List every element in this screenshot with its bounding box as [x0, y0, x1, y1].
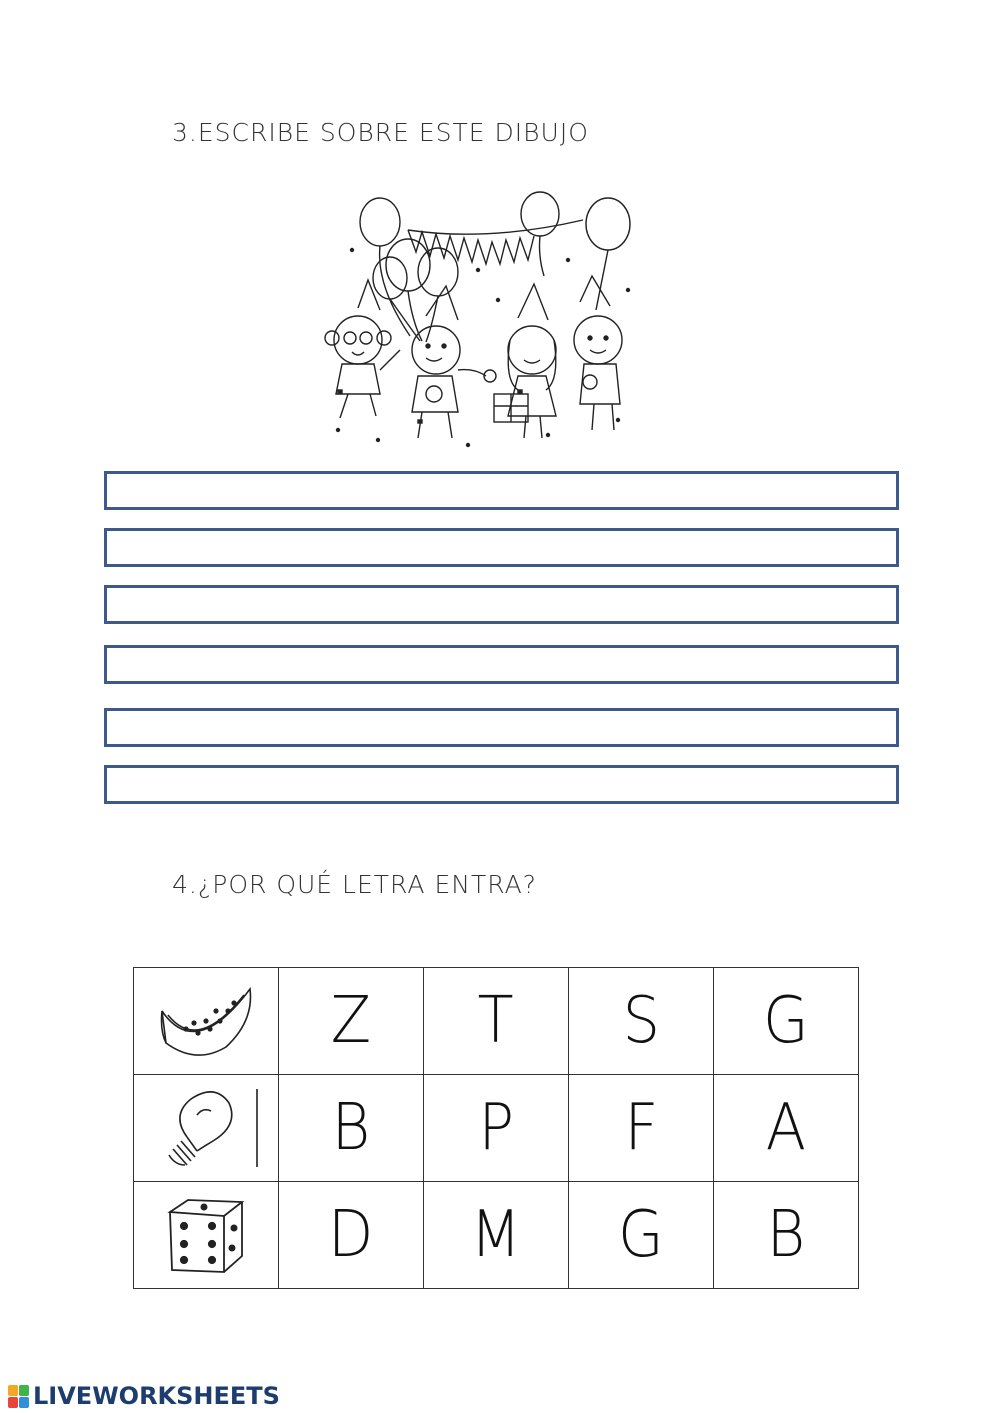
letter: B: [331, 1091, 371, 1165]
table-row: [134, 968, 859, 1075]
picture-cell: [134, 1182, 279, 1289]
answer-line-6[interactable]: [104, 765, 899, 804]
letter-cell[interactable]: [279, 968, 424, 1075]
picture-cell: [134, 968, 279, 1075]
letter: M: [470, 1198, 522, 1272]
letter: B: [766, 1198, 806, 1272]
letter-cell[interactable]: [424, 968, 569, 1075]
letter-cell[interactable]: [569, 968, 714, 1075]
section-4-title: 4.¿POR QUÉ LETRA ENTRA?: [172, 870, 537, 899]
logo-block: [8, 1397, 18, 1408]
letter: G: [618, 1198, 664, 1272]
liveworksheets-logo[interactable]: [8, 1382, 280, 1410]
letter: Z: [330, 984, 372, 1058]
letter: S: [622, 984, 660, 1058]
letter: P: [478, 1091, 514, 1165]
logo-blocks-icon: [8, 1385, 29, 1408]
letter: D: [328, 1198, 374, 1272]
letter: G: [763, 984, 809, 1058]
answer-line-2[interactable]: [104, 528, 899, 567]
letter-cell[interactable]: [569, 1075, 714, 1182]
letter-cell[interactable]: [714, 968, 859, 1075]
answer-line-4[interactable]: [104, 645, 899, 684]
table-row: [134, 1075, 859, 1182]
logo-block: [19, 1385, 29, 1396]
letter-cell[interactable]: [714, 1182, 859, 1289]
letter-cell[interactable]: [569, 1182, 714, 1289]
letter-cell[interactable]: [714, 1075, 859, 1182]
letter-cell[interactable]: [424, 1075, 569, 1182]
logo-block: [8, 1385, 18, 1396]
answer-line-5[interactable]: [104, 708, 899, 747]
answer-line-3[interactable]: [104, 585, 899, 624]
letter-cell[interactable]: [279, 1075, 424, 1182]
logo-block: [19, 1397, 29, 1408]
logo-text: LIVEWORKSHEETS: [33, 1382, 280, 1410]
letter-table: [133, 967, 859, 1289]
watermelon-icon: [134, 981, 278, 1061]
dice-icon: [134, 1192, 278, 1278]
table-row: [134, 1182, 859, 1289]
light-bulb-icon: [134, 1085, 278, 1171]
section-3-title: 3.ESCRIBE SOBRE ESTE DIBUJO: [172, 118, 589, 147]
letter-cell[interactable]: [279, 1182, 424, 1289]
letter: F: [624, 1091, 658, 1165]
letter: T: [478, 984, 514, 1058]
picture-cell: [134, 1075, 279, 1182]
answer-line-1[interactable]: [104, 471, 899, 510]
birthday-party-illustration: [318, 190, 646, 452]
letter: A: [765, 1091, 807, 1165]
letter-cell[interactable]: [424, 1182, 569, 1289]
